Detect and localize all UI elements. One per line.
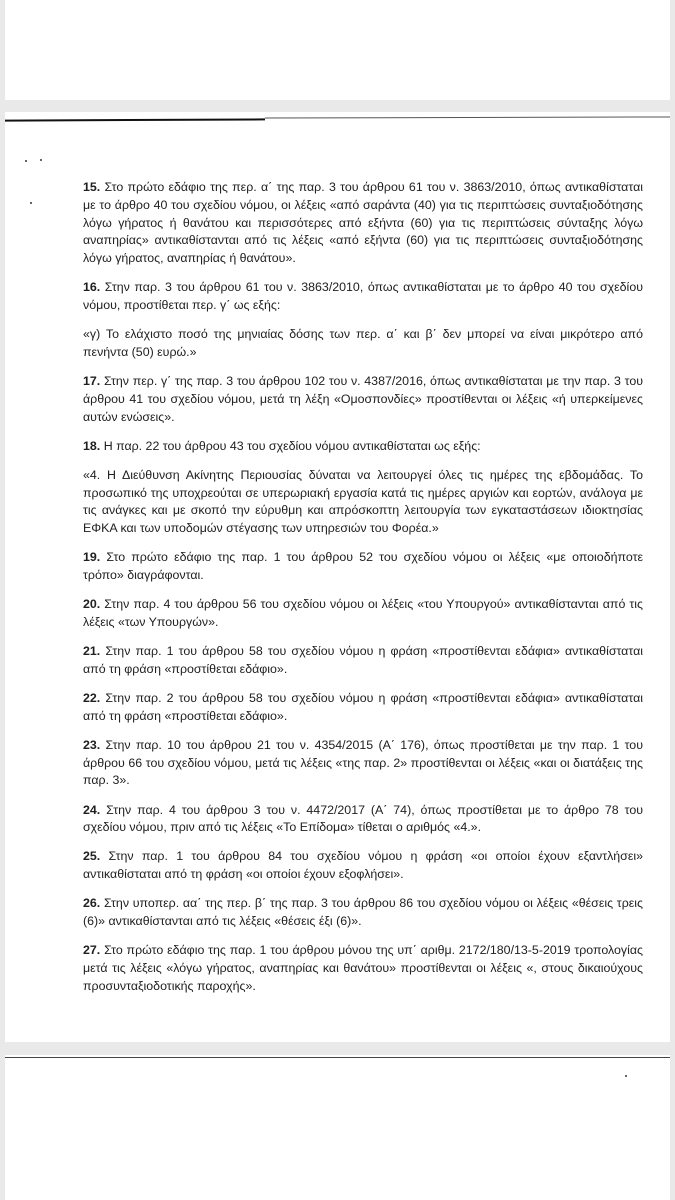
paragraph-23 xyxy=(83,737,643,790)
paragraph-text: Στην παρ. 10 του άρθρου 21 του ν. 4354/2015 (Α΄ 176), όπως προστίθεται με την παρ. 1 του άρθρου 66 του σχεδίου νόμου, μετά τις λέξεις «της παρ. 2» προστίθενται οι λέξεις «και οι διατάξεις της παρ. 3». xyxy=(83,737,643,788)
amendments-list xyxy=(83,179,643,1007)
previous-page xyxy=(5,0,670,100)
paragraph-text: Στην παρ. 2 του άρθρου 58 του σχεδίου νόμου η φράση «προστίθενται εδάφια» αντικαθίσταται από τη φράση «προστίθεται εδάφιο». xyxy=(83,691,643,723)
paragraph-text: Στο πρώτο εδάφιο της παρ. 1 του άρθρου μόνου της υπ΄ αριθμ. 2172/180/13-5-2019 τροπολογίας μετά τις λέξεις «λόγω γήρατος, αναπηρίας και θανάτου» προστίθενται οι λέξεις «, στους δικαιούχους προσυνταξιοδοτικής παροχής». xyxy=(83,943,643,993)
paragraph-text: Στην παρ. 3 του άρθρου 61 του ν. 3863/2010, όπως αντικαθίσταται με το άρθρο 40 του σχεδίου νόμου, προστίθεται περ. γ΄ ως εξής: xyxy=(83,280,643,313)
paragraph-26 xyxy=(83,895,643,931)
paragraph-21 xyxy=(83,643,643,679)
paragraph-number: 17. xyxy=(83,374,101,389)
paragraph-18 xyxy=(83,438,643,456)
paragraph-number: 18. xyxy=(83,438,101,453)
paragraph-number: 20. xyxy=(83,597,101,612)
paragraph-number: 25. xyxy=(83,849,101,864)
paragraph-number: 22. xyxy=(83,691,101,705)
scan-edge-line xyxy=(5,118,265,121)
paragraph-text: Η παρ. 22 του άρθρου 43 του σχεδίου νόμου αντικαθίσταται ως εξής: xyxy=(103,438,481,453)
scan-edge-line xyxy=(265,116,670,118)
paragraph-text: Στο πρώτο εδάφιο της παρ. 1 του άρθρου 52 του σχεδίου νόμου οι λέξεις «με οποιοδήποτε τρόπο» διαγράφονται. xyxy=(83,550,643,583)
paragraph-number: 27. xyxy=(83,943,101,958)
next-page xyxy=(5,1055,670,1200)
paragraph-text: Στην παρ. 4 του άρθρου 3 του ν. 4472/2017 (Α΄ 74), όπως προστίθεται με το άρθρο 78 του σχεδίου νόμου, πριν από τις λέξεις «Το Επίδομα» τίθεται ο αριθμός «4.». xyxy=(83,802,643,835)
scan-speck xyxy=(625,1075,627,1077)
scan-edge-line xyxy=(5,1057,670,1058)
quoted-provision xyxy=(83,467,643,538)
paragraph-15 xyxy=(83,179,643,268)
scan-speck xyxy=(25,160,27,162)
paragraph-24 xyxy=(83,802,643,838)
quoted-provision xyxy=(83,326,643,362)
paragraph-number: 15. xyxy=(83,180,101,194)
paragraph-text: Στο πρώτο εδάφιο της περ. α΄ της παρ. 3 του άρθρου 61 του ν. 3863/2010, όπως αντικαθίσταται με το άρθρο 40 του σχεδίου νόμου, οι λέξεις «από σαράντα (40) για τις περιπτώσεις συνταξιοδότησης λόγω γήρατος ή θανάτου και περισσότερες από εξήντα (60) για τις περιπτώσεις σύνταξης λόγω αναπηρίας» αντικαθίστανται από τις λέξεις «από εξήντα (60) για τις περιπτώσεις συνταξιοδότησης λόγω γήρατος, αναπηρίας ή θανάτου». xyxy=(83,180,643,266)
scan-speck xyxy=(30,202,32,204)
paragraph-27 xyxy=(83,942,643,995)
paragraph-25 xyxy=(83,848,643,884)
document-page xyxy=(5,112,670,1042)
paragraph-text: «γ) Το ελάχιστο ποσό της μηνιαίας δόσης των περ. α΄ και β΄ δεν μπορεί να είναι μικρότερο από πενήντα (50) ευρώ.» xyxy=(83,327,643,359)
scan-speck xyxy=(40,159,42,161)
paragraph-text: Στην παρ. 4 του άρθρου 56 του σχεδίου νόμου οι λέξεις «του Υπουργού» αντικαθίστανται από τις λέξεις «των Υπουργών». xyxy=(83,597,643,630)
paragraph-number: 24. xyxy=(83,802,101,817)
paragraph-number: 26. xyxy=(83,896,101,911)
paragraph-text: «4. Η Διεύθυνση Ακίνητης Περιουσίας δύναται να λειτουργεί όλες τις ημέρες της εβδομάδας. Το προσωπικό της υποχρεούται σε υπερωριακή εργασία κατά τις ημέρες αργιών και εορτών, ανάλογα με τις ανάγκες και με σκοπό την εύρυθμη και απρόσκοπτη λειτουργία των εγκαταστάσεων ιδιοκτησίας ΕΦΚΑ και των υποδομών στέγασης των υπηρεσιών του Φορέα.» xyxy=(83,467,643,536)
paragraph-text: Στην παρ. 1 του άρθρου 84 του σχεδίου νόμου η φράση «οι οποίοι έχουν εξαντλήσει» αντικαθίσταται από τη φράση «οι οποίοι έχουν εξοφλήσει». xyxy=(83,849,643,882)
paragraph-number: 16. xyxy=(83,280,101,295)
paragraph-number: 19. xyxy=(83,550,101,565)
paragraph-20 xyxy=(83,596,643,632)
paragraph-17 xyxy=(83,373,643,426)
paragraph-text: Στην υποπερ. αα΄ της περ. β΄ της παρ. 3 του άρθρου 86 του σχεδίου νόμου οι λέξεις «θέσεις τρεις (6)» αντικαθίστανται από τις λέξεις «θέσεις έξι (6)». xyxy=(83,896,643,929)
paragraph-text: Στην περ. γ΄ της παρ. 3 του άρθρου 102 του ν. 4387/2016, όπως αντικαθίσταται με την παρ. 3 του άρθρου 41 του σχεδίου νόμου, μετά τη λέξη «Ομοσπονδίες» προστίθενται οι λέξεις «ή υπερκείμενες αυτών ενώσεις». xyxy=(83,374,643,424)
paragraph-19 xyxy=(83,549,643,585)
paragraph-22 xyxy=(83,690,643,726)
paragraph-number: 23. xyxy=(83,737,101,752)
paragraph-number: 21. xyxy=(83,644,101,659)
paragraph-text: Στην παρ. 1 του άρθρου 58 του σχεδίου νόμου η φράση «προστίθενται εδάφια» αντικαθίσταται από τη φράση «προστίθεται εδάφιο». xyxy=(83,644,643,676)
paragraph-16 xyxy=(83,279,643,315)
